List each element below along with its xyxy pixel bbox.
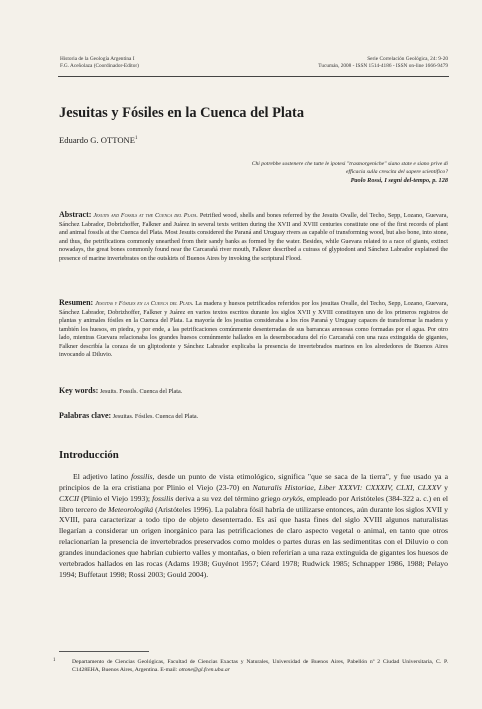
abstract-paragraph: [59, 211, 448, 263]
intro-text: (Aristóteles 1996). La palabra fósil habría de utilizarse entonces, aún durante los siglos XVII y XVIII, para caracterizar a todo tipo de objeto desenterrado. Es así que hasta fines del siglo XVIII algunos naturalistas llegarían a considerar un origen inorgánico para las petrificaciones de claro aspecto vegetal o animal, en tanto que otros relacionarían la presencia de invertebrados preservados como moldes o partes duras en las sedimentitas con el Diluvio o con grandes inundaciones que habrían cubierto valles y montañas, o bien referirían a una raza extinguida de gigantes los huesos de vertebrados hallados en las rocas (Adams 1938; Guyénot 1957; Céard 1978; Rudwick 1985; Schnapper 1986, 1988; Pelayo 1994; Buffetaut 1998; Rossi 2003; Gould 2004).: [59, 504, 448, 579]
running-header-right: [318, 56, 448, 70]
intro-italic-term: orykós: [282, 493, 303, 503]
keywords-line: [59, 386, 182, 395]
intro-italic-term: fossilis: [152, 493, 174, 503]
header-editor: F.G. Aceñolaza (Coordinador-Editor): [60, 63, 139, 70]
header-journal: Serie Correlación Geológica, 24: 9-20: [367, 56, 448, 62]
author-name: Eduardo G. OTTONE: [59, 135, 135, 145]
resumen-label: Resumen:: [59, 298, 94, 307]
author-footnote-marker: 1: [134, 136, 138, 142]
intro-italic-work: CXCII: [59, 493, 80, 503]
article-title: Jesuitas y Fósiles en la Cuenca del Plata: [59, 105, 305, 121]
header-issn: Tucumán, 2008 - ISSN 1514-4186 - ISSN on-line 1666-9479: [318, 63, 448, 70]
epigraph-source: Paolo Rossi, I segni del-tempo, p. 128: [350, 176, 448, 184]
intro-italic-term: fossilis: [131, 472, 153, 481]
keywords-text: Jesuits. Fossils. Cuenca del Plata.: [98, 389, 183, 395]
intro-text: (Plinio el Viejo 1993);: [79, 493, 153, 503]
section-heading-introduccion: Introducción: [59, 449, 119, 461]
palabras-clave-text: Jesuitas. Fósiles. Cuenca del Plata.: [111, 414, 199, 420]
epigraph-quote: Chi potrebbe sostenere che tutte le ipotesi "trasmorgeniche" siano state e siano prive di efficacia sulla crescita del sapere scientifico?: [251, 161, 448, 176]
intro-text: , empleado por Aristóteles (384-322 a. c.) en el libro tercero de: [59, 493, 448, 514]
epigraph: [248, 160, 448, 185]
header-rule: [58, 76, 449, 77]
intro-text: deriva a su vez del término griego: [173, 493, 283, 503]
intro-italic-work: Meteorologiká: [108, 504, 154, 514]
palabras-clave-label: Palabras clave:: [59, 411, 112, 420]
abstract-text: Petrified wood, shells and bones referred by the Jesuits Ovalle, del Techo, Sepp, Lozano, Guevara, Sánchez Labrador, Dobrizhoffer, Falkner and Juárez in several texts written during the XVII and XVIII centuries constitute one of the first records of plant and animal fossils at the Cuenca del Plata. Most Jesuits considered the Paraná and Uruguay rivers as capable of transforming wood, but also bone, into stone, and thus, the petrifications commonly unearthed from their sandy banks as formed by the water. Besides, while Guevara related to a race of giants, extinct nowadays, the great bones commonly found near the Carcarañá river mouth, Falkner described a cuirass of glyptodont and Sánchez Labrador explained the presence of marine invertebrates on the outskirts of Buenos Aires by invoking the scriptural Flood.: [59, 213, 448, 262]
footnote-text: [59, 658, 448, 674]
footnote-email: ottone@gl.fcen.uba.ar: [178, 667, 230, 673]
resumen-paragraph: [59, 299, 448, 360]
intro-text: , desde un punto de vista etimológico, significa "que se saca de la tierra", y fue usado ya a principios de la era cristiana por Plinio el Viejo (23-70) en: [59, 472, 448, 492]
intro-italic-work: Naturalis Historiae, Liber XXXVI: CXXXIV, CLXI, CLXXV: [252, 482, 442, 492]
footnote-affiliation: Departamento de Ciencias Geológicas, Facultad de Ciencias Exactas y Naturales, Universidad de Buenos Aires, Pabellón nº 2 Ciudad Universitaria, C. P. C1428EHA, Buenos Aires, Argentina. E-mail:: [72, 659, 448, 673]
footnote: [53, 658, 448, 674]
footnote-number: 1: [53, 658, 56, 663]
header-series-title: Historia de la Geología Argentina I: [60, 56, 135, 62]
resumen-title: Jesuitas y Fósiles en la Cuenca del Plata.: [95, 301, 194, 307]
intro-text: El adjetivo latino: [73, 472, 132, 481]
introduction-paragraph: [59, 472, 448, 580]
running-header-left: [60, 56, 139, 70]
intro-text: y: [441, 482, 449, 492]
author-line: [59, 135, 137, 145]
abstract-label: Abstract:: [59, 210, 92, 219]
footnote-rule: [59, 651, 149, 652]
palabras-clave-line: [59, 411, 198, 420]
abstract-title: Jesuits and Fossils at the Cuenca del Plata.: [93, 213, 198, 219]
keywords-label: Key words:: [59, 386, 99, 395]
resumen-text: La madera y huesos petrificados referidos por los jesuitas Ovalle, del Techo, Sepp, Lozano, Guevara, Sánchez Labrador, Dobrizhoffer, Falkner y Juárez en varios textos escritos durante los siglos XVII y XVIII constituyen uno de los primeros registros de plantas y animales fósiles en la Cuenca del Plata. La mayoría de los jesuitas consideraba a los ríos Paraná y Uruguay capaces de transformar la madera y también los huesos, en piedra, y por ende, a las petrificaciones comúnmente desenterradas de sus barrancas arenosas como formadas por el agua. Por otro lado, mientras Guevara relacionaba los grandes huesos comúnmente hallados en la desembocadura del río Carcarañá con una raza extinguida de gigantes, Falkner describía la coraza de un gliptodonte y Sánchez Labrador explicaba la presencia de invertebrados marinos en los alrededores de Buenos Aires invocando al Diluvio.: [59, 301, 448, 359]
